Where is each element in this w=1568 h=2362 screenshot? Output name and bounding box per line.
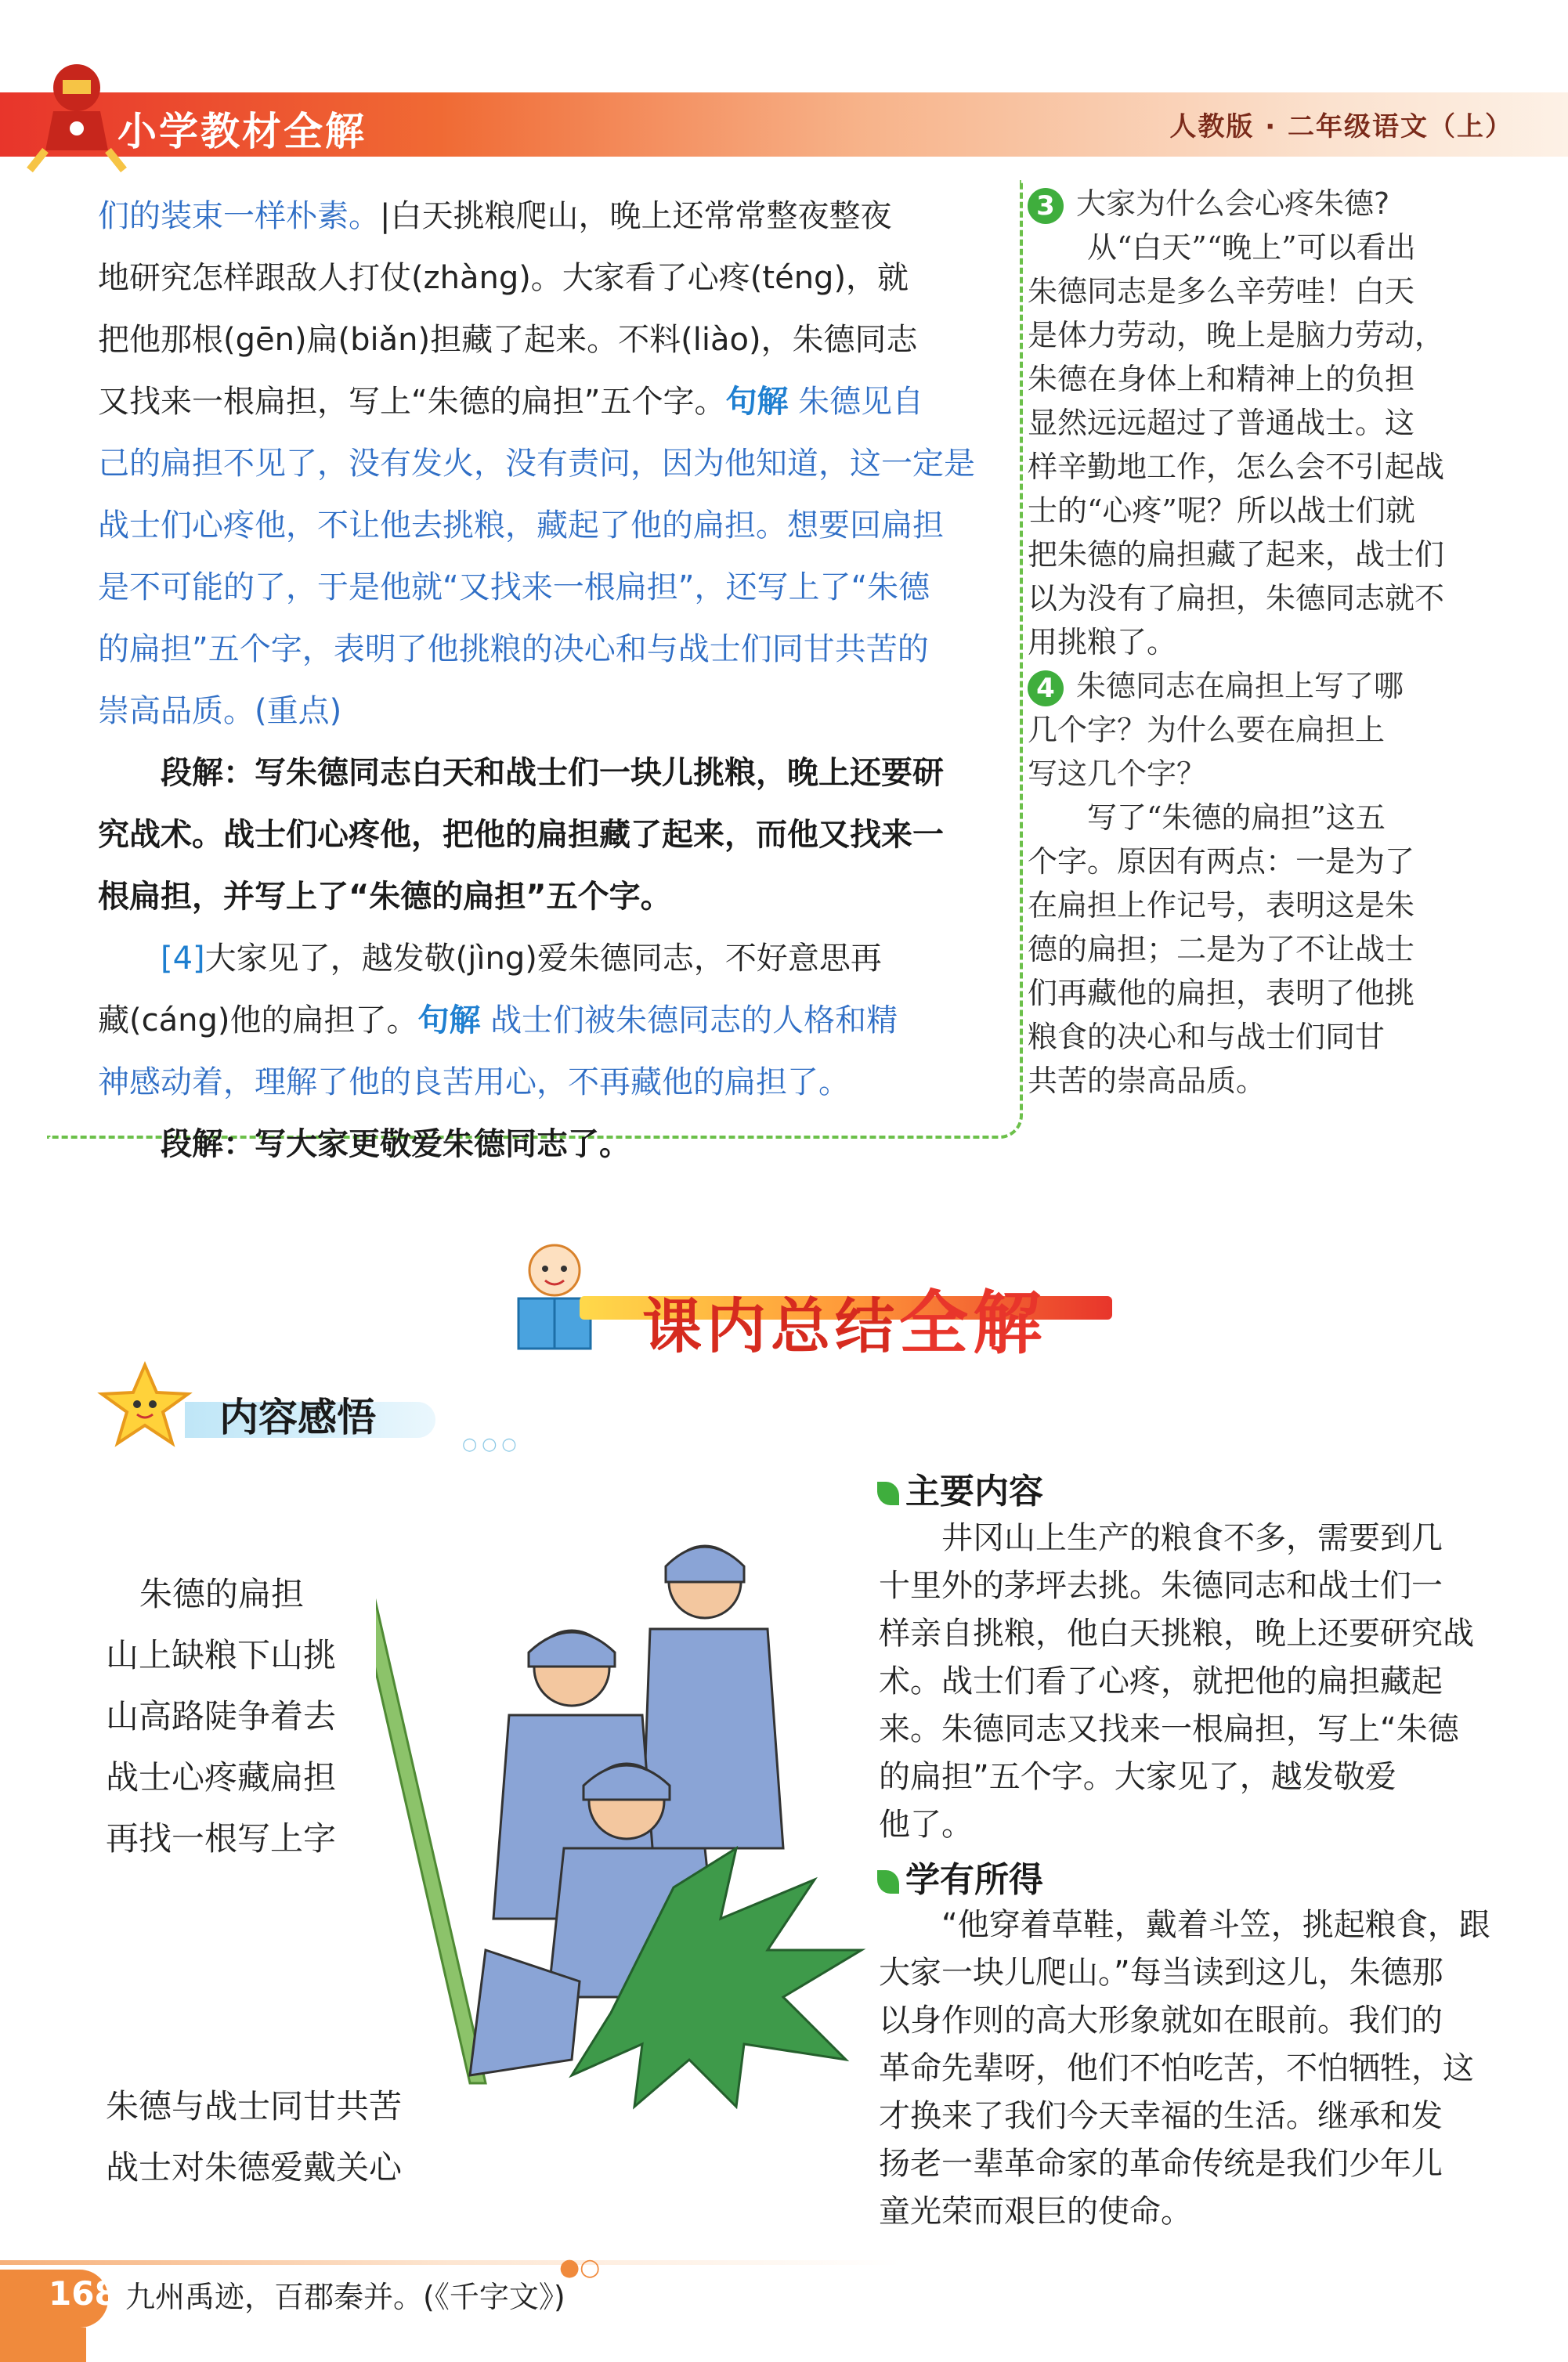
- passage-segment: 己的扁担不见了，没有发火，没有责问，因为他知道，这一定是: [98, 446, 975, 482]
- header-edition: 人教版 · 二年级语文（上）: [1169, 111, 1513, 143]
- poem-line: 山高路陡争着去: [106, 1697, 337, 1735]
- passage-line: [98, 186, 991, 246]
- poem-line: 战士心疼藏扁担: [106, 1758, 337, 1797]
- poem-line: 再找一根写上字: [106, 1819, 337, 1858]
- body-line: 十里外的茅坪去挑。朱德同志和战士们一: [879, 1568, 1443, 1604]
- section-title: 内容感悟: [219, 1395, 376, 1440]
- section-dots: ○○○: [462, 1435, 522, 1454]
- passage-line: [98, 1114, 991, 1174]
- footer-dots: ●○: [559, 2254, 601, 2281]
- side-answer-line: 把朱德的扁担藏了起来，战士们: [1028, 537, 1445, 572]
- side-answer-line: 从“白天”“晚上”可以看出: [1028, 230, 1416, 265]
- passage-segment: 把他那根(gēn)扁(biǎn)担藏了起来。不料(liào)，朱德同志: [98, 322, 918, 358]
- question-text: 写这几个字？: [1028, 757, 1207, 791]
- side-question-line: [1028, 182, 1498, 226]
- side-answer-line: 粮食的决心和与战士们同甘: [1028, 1020, 1386, 1054]
- passage-segment: 段解：写朱德同志白天和战士们一块儿挑粮，晚上还要研: [98, 755, 944, 791]
- passage-line: [98, 372, 991, 432]
- passage-segment: [4]: [161, 941, 205, 977]
- body-line: 来。朱德同志又找来一根扁担，写上“朱德: [879, 1711, 1459, 1747]
- poem-line: 朱德的扁担: [139, 1575, 305, 1613]
- side-answer-line: 朱德在身体上和精神上的负担: [1028, 362, 1415, 396]
- side-question-line: [1028, 664, 1498, 709]
- passage-segment: 是不可能的了，于是他就“又找来一根扁担”，还写上了“朱德: [98, 569, 930, 605]
- side-answer-line: 士的“心疼”呢？所以战士们就: [1028, 493, 1415, 528]
- banner-part1: 课内总结: [642, 1291, 899, 1361]
- body-line: 术。战士们看了心疼，就把他的扁担藏起: [879, 1663, 1443, 1699]
- side-answer-line: 以为没有了扁担，朱德同志就不: [1028, 581, 1445, 616]
- soldiers-illustration: [376, 1511, 877, 2130]
- body-line: 的扁担”五个字。大家见了，越发敬爱: [879, 1759, 1396, 1795]
- footer-bar: [0, 2260, 901, 2265]
- passage-segment: 崇高品质。(重点): [98, 693, 342, 729]
- passage-line: [98, 310, 991, 370]
- leaf-icon: [877, 1482, 899, 1505]
- question-number-badge: 3: [1028, 188, 1064, 224]
- page-number: 168: [49, 2274, 117, 2313]
- passage-line: [98, 248, 991, 308]
- side-question-line: [1028, 708, 1498, 753]
- passage-segment: 藏(cáng)他的扁担了。: [98, 1002, 418, 1038]
- body-line: 以身作则的高大形象就如在眼前。我们的: [879, 2003, 1443, 2039]
- footer-corner: [0, 2328, 86, 2362]
- body-line: 扬老一辈革命家的革命传统是我们少年儿: [879, 2146, 1443, 2182]
- main-content-heading: 主要内容: [877, 1463, 1043, 1513]
- passage-segment: 究战术。战士们心疼他，把他的扁担藏了起来，而他又找来一: [98, 817, 944, 853]
- body-line: 他了。: [879, 1807, 973, 1843]
- passage-line: [98, 991, 991, 1050]
- mascot-icon: [22, 56, 132, 174]
- banner-part2: 全解: [899, 1283, 1047, 1363]
- passage-line: [98, 743, 991, 803]
- side-answer-line: 个字。原因有两点：一是为了: [1028, 844, 1415, 879]
- body-line: 样亲自挑粮，他白天挑粮，晚上还要研究战: [879, 1616, 1474, 1652]
- passage-line: [98, 929, 991, 988]
- body-line: 革命先辈呀，他们不怕吃苦，不怕牺牲，这: [879, 2050, 1474, 2086]
- passage-segment: 战士们心疼他，不让他去挑粮，藏起了他的扁担。想要回扁担: [98, 507, 944, 544]
- passage-line: [98, 805, 991, 865]
- header-title: 小学教材全解: [117, 109, 367, 154]
- side-answer-line: 是体力劳动，晚上是脑力劳动，: [1028, 318, 1445, 352]
- passage-line: [98, 1053, 991, 1112]
- passage-segment: 的扁担”五个字，表明了他挑粮的决心和与战士们同甘共苦的: [98, 631, 929, 667]
- poem-line: 战士对朱德爱戴关心: [106, 2148, 403, 2187]
- side-answer-line: 样辛勤地工作，怎么会不引起战: [1028, 450, 1445, 484]
- summary-banner-title: [642, 1269, 1046, 1367]
- question-text: 朱德同志在扁担上写了哪: [1076, 669, 1404, 703]
- passage-segment: 战士们被朱德同志的人格和精: [480, 1002, 898, 1038]
- side-answer-line: 们再藏他的扁担，表明了他挑: [1028, 976, 1415, 1010]
- question-text: 几个字？为什么要在扁担上: [1028, 713, 1386, 747]
- question-number-badge: 4: [1028, 670, 1064, 706]
- passage-line: [98, 619, 991, 679]
- passage-line: [98, 558, 991, 617]
- passage-line: [98, 434, 991, 493]
- passage-line: [98, 681, 991, 741]
- side-answer-line: 用挑粮了。: [1028, 625, 1177, 659]
- body-line: 大家一块儿爬山。”每当读到这儿，朱德那: [879, 1955, 1443, 1991]
- passage-segment: 句解: [725, 384, 789, 420]
- passage-line: [98, 496, 991, 555]
- passage-segment: 大家见了，越发敬(jìng)爱朱德同志，不好意思再: [204, 941, 882, 977]
- side-answer-line: 在扁担上作记号，表明这是朱: [1028, 888, 1415, 923]
- passage-segment: 段解：写大家更敬爱朱德同志了。: [98, 1126, 630, 1162]
- question-text: 大家为什么会心疼朱德?: [1076, 186, 1390, 221]
- body-line: “他穿着草鞋，戴着斗笠，挑起粮食，跟: [879, 1907, 1490, 1943]
- body-line: 才换来了我们今天幸福的生活。继承和发: [879, 2098, 1443, 2134]
- passage-segment: 根扁担，并写上了“朱德的扁担”五个字。: [98, 879, 672, 915]
- leaf-icon: [877, 1870, 899, 1894]
- poem-line: 朱德与战士同甘共苦: [106, 2087, 403, 2125]
- learning-heading: 学有所得: [877, 1851, 1043, 1902]
- passage-segment: 句解: [417, 1002, 481, 1038]
- passage-segment: 又找来一根扁担，写上“朱德的扁担”五个字。: [98, 384, 726, 420]
- star-icon: [94, 1361, 196, 1447]
- side-answer-line: 共苦的崇高品质。: [1028, 1064, 1266, 1098]
- footer-quote: 九州禹迹，百郡秦并。(《千字文》): [125, 2280, 565, 2314]
- passage-segment: 神感动着，理解了他的良苦用心，不再藏他的扁担了。: [98, 1064, 850, 1100]
- side-answer-line: 写了“朱德的扁担”这五: [1028, 800, 1386, 835]
- side-answer-line: 显然远远超过了普通战士。这: [1028, 406, 1415, 440]
- passage-segment: 朱德见自: [788, 384, 924, 420]
- body-line: 井冈山上生产的粮食不多，需要到几: [879, 1520, 1443, 1556]
- side-answer-line: 德的扁担；二是为了不让战士: [1028, 932, 1415, 966]
- passage-segment: 地研究怎样跟敌人打仗(zhàng)。大家看了心疼(téng)，就: [98, 260, 909, 296]
- passage-line: [98, 867, 991, 926]
- body-line: 童光荣而艰巨的使命。: [879, 2194, 1192, 2230]
- side-question-line: [1028, 752, 1498, 796]
- passage-segment: 们的装束一样朴素。: [98, 198, 380, 234]
- poem-line: 山上缺粮下山挑: [106, 1636, 337, 1674]
- side-answer-line: 朱德同志是多么辛劳哇！白天: [1028, 274, 1415, 309]
- passage-segment: |白天挑粮爬山，晚上还常常整夜整夜: [380, 198, 892, 234]
- passage-segment: [98, 941, 161, 977]
